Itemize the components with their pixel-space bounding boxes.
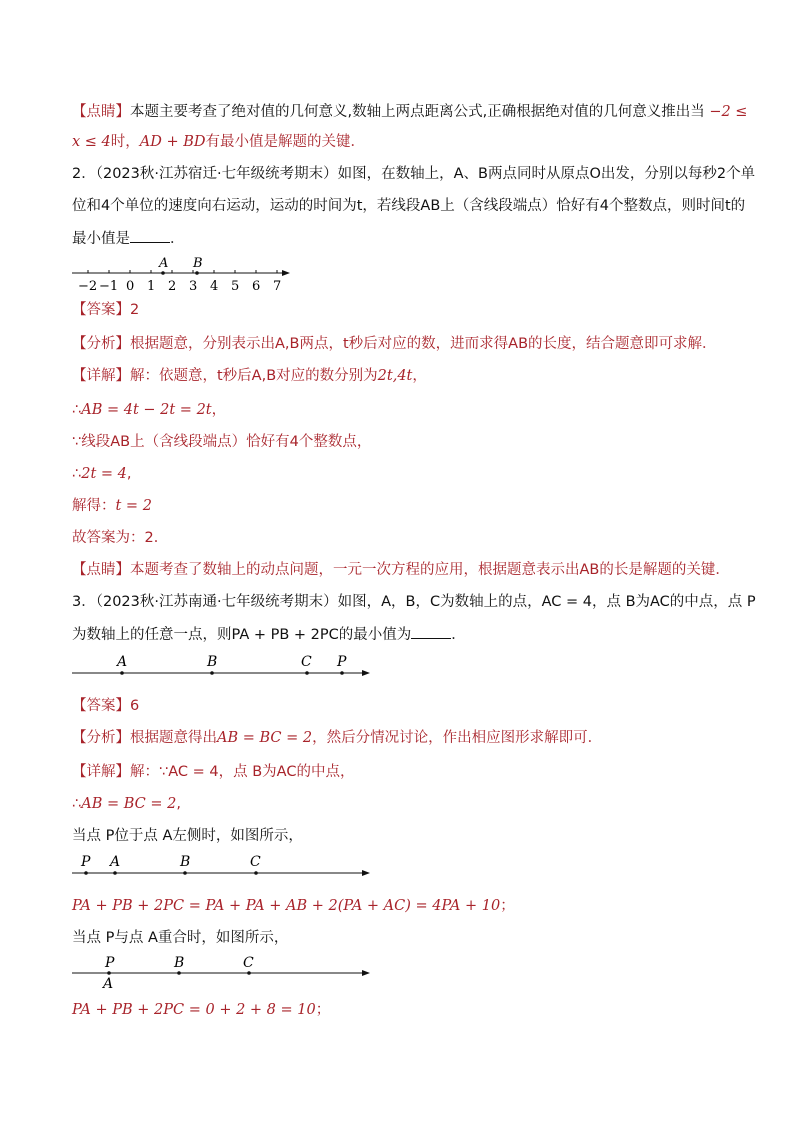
point-text: 本题考查了数轴上的动点问题，一元一次方程的应用，根据题意表示出AB的长是解题的关键． [130, 562, 730, 578]
label-a: A [103, 976, 114, 992]
tick-label: 4 [210, 279, 219, 294]
q2-answer [72, 300, 139, 320]
label-b: B [180, 854, 191, 870]
q2-step4 [72, 496, 152, 516]
answer-blank [130, 228, 170, 243]
step1-prefix: ∴ [72, 796, 82, 812]
q2-line2: 位和4个单位的速度向右运动，运动的时间为t，若线段AB上（含线段端点）恰好有4个整数点，则时间t的 [72, 198, 746, 214]
point-tag: 【点睛】 [72, 562, 130, 578]
point-b-dot [183, 871, 187, 875]
step3-math: 2t = 4 [81, 466, 127, 482]
point-c-dot [254, 871, 258, 875]
step4-math: t = 2 [115, 498, 152, 514]
q3-case2: 当点 P与点 A重合时，如图所示， [72, 930, 289, 946]
point-p-dot [84, 871, 88, 875]
label-a: A [110, 854, 121, 870]
q2-analysis [72, 334, 717, 354]
step1-end: ， [211, 402, 227, 418]
axis-arrow [282, 270, 290, 276]
detail-text: 解：依题意，t秒后A,B对应的数分别为 [130, 368, 378, 384]
point-b-dot [177, 971, 181, 975]
p1-line2-math1: x ≤ 4 [72, 134, 111, 150]
q3-figure-2 [72, 852, 382, 882]
step1-math: AB = BC = 2 [81, 796, 177, 812]
step3-end: , [126, 466, 132, 482]
tick-label: 0 [126, 279, 135, 294]
answer-tag: 【答案】 [72, 302, 130, 318]
label-b: B [174, 955, 185, 971]
tick-label: −2 [78, 279, 98, 294]
eq1-math: PA + PB + 2PC = PA + PA + AB + 2(PA + AC) = 4PA + 10 [72, 898, 501, 914]
tick-label: 5 [231, 279, 240, 294]
q3-line2-text: 为数轴上的任意一点，则PA + PB + 2PC的最小值为 [72, 627, 412, 643]
q2-line3-text: 最小值是 [72, 231, 130, 247]
point-a-dot [120, 671, 124, 675]
analysis-text: 根据题意得出 [130, 730, 217, 746]
label-a: A [159, 256, 169, 271]
q3-line2-end: ． [451, 627, 466, 643]
tick-label: −1 [99, 279, 119, 294]
q2-line1: 2．（2023秋·江苏宿迁·七年级统考期末）如图，在数轴上，A、B两点同时从原点O出发，分别以每秒2个单 [72, 166, 756, 182]
step4-text: 解得： [72, 498, 116, 514]
q2-step1 [72, 400, 226, 420]
q3-line1: 3．（2023秋·江苏南通·七年级统考期末）如图，A，B，C为数轴上的点，AC = 4，点 B为AC的中点，点 P [72, 594, 756, 610]
label-b: B [193, 256, 203, 271]
q2-number-line [72, 252, 302, 296]
axis-arrow [362, 670, 370, 676]
detail-text: 解：∵AC = 4，点 B为AC的中点， [130, 764, 355, 780]
analysis-math: AB = BC = 2 [217, 730, 313, 746]
p1-line2-text1: 时， [110, 134, 140, 150]
step3-prefix: ∴ [72, 466, 82, 482]
eq2-math: PA + PB + 2PC = 0 + 2 + 8 = 10 [72, 1002, 316, 1018]
q2-line3 [72, 228, 185, 249]
p1-line2 [72, 132, 365, 152]
point-a-dot [161, 271, 165, 275]
answer-value: 6 [130, 698, 140, 714]
point-b-dot [210, 671, 214, 675]
label-b: B [207, 654, 218, 670]
answer-blank [411, 624, 451, 639]
q3-figure-3 [72, 952, 382, 996]
point-pa-dot [107, 971, 111, 975]
p1-line2-math2: AD + BD [139, 134, 206, 150]
point-c-dot [305, 671, 309, 675]
answer-tag: 【答案】 [72, 698, 130, 714]
label-c: C [301, 654, 312, 670]
q3-figure-1 [72, 652, 382, 682]
p1-line1 [72, 102, 747, 122]
tick-label: 7 [273, 279, 282, 294]
answer-value: 2 [130, 302, 140, 318]
label-c: C [250, 854, 261, 870]
q2-point [72, 560, 730, 580]
tick-label: 6 [252, 279, 261, 294]
detail-tag: 【详解】 [72, 368, 130, 384]
q3-line2 [72, 624, 466, 645]
point-p-dot [340, 671, 344, 675]
step1-prefix: ∴ [72, 402, 82, 418]
q2-step2: ∵线段AB上（含线段端点）恰好有4个整数点， [72, 434, 372, 450]
q2-step5: 故答案为：2． [72, 530, 169, 546]
analysis-text: 根据题意，分别表示出A,B两点，t秒后对应的数，进而求得AB的长度，结合题意即可求解． [130, 336, 717, 352]
label-c: C [243, 955, 254, 971]
q3-step1 [72, 794, 181, 814]
axis-arrow [362, 870, 370, 876]
dianjing-tag: 【点睛】 [72, 104, 130, 120]
analysis-end: ，然后分情况讨论，作出相应图形求解即可． [312, 730, 603, 746]
label-p: P [337, 654, 347, 670]
step1-end: , [176, 796, 181, 812]
label-p: P [105, 955, 115, 971]
point-c-dot [247, 971, 251, 975]
q2-step3 [72, 464, 132, 484]
detail-tag: 【详解】 [72, 764, 130, 780]
detail-math: 2t,4t [377, 368, 413, 384]
p1-line1-math: −2 ≤ [709, 104, 748, 120]
p1-line1-text: 本题主要考查了绝对值的几何意义,数轴上两点距离公式,正确根据绝对值的几何意义推出当 [130, 104, 705, 120]
q3-answer [72, 696, 139, 716]
eq2-end: ； [315, 1002, 331, 1018]
q2-line3-end: ． [170, 231, 185, 247]
q3-eq1 [72, 896, 515, 916]
tick-label: 3 [189, 279, 198, 294]
analysis-tag: 【分析】 [72, 730, 130, 746]
q3-analysis [72, 728, 602, 748]
q3-eq2 [72, 1000, 330, 1020]
q3-case1: 当点 P位于点 A左侧时，如图所示， [72, 828, 303, 844]
tick-label: 2 [168, 279, 177, 294]
label-p: P [81, 854, 91, 870]
point-b-dot [195, 271, 199, 275]
detail-end: ， [412, 368, 427, 384]
analysis-tag: 【分析】 [72, 336, 130, 352]
q2-detail [72, 366, 427, 386]
label-a: A [117, 654, 128, 670]
point-a-dot [113, 871, 117, 875]
step1-math: AB = 4t − 2t = 2t [81, 402, 212, 418]
axis-arrow [362, 970, 370, 976]
q3-detail [72, 762, 354, 782]
p1-line2-text2: 有最小值是解题的关键． [205, 134, 366, 150]
tick-labels [78, 279, 281, 294]
eq1-end: ； [500, 898, 515, 914]
tick-label: 1 [147, 279, 156, 294]
